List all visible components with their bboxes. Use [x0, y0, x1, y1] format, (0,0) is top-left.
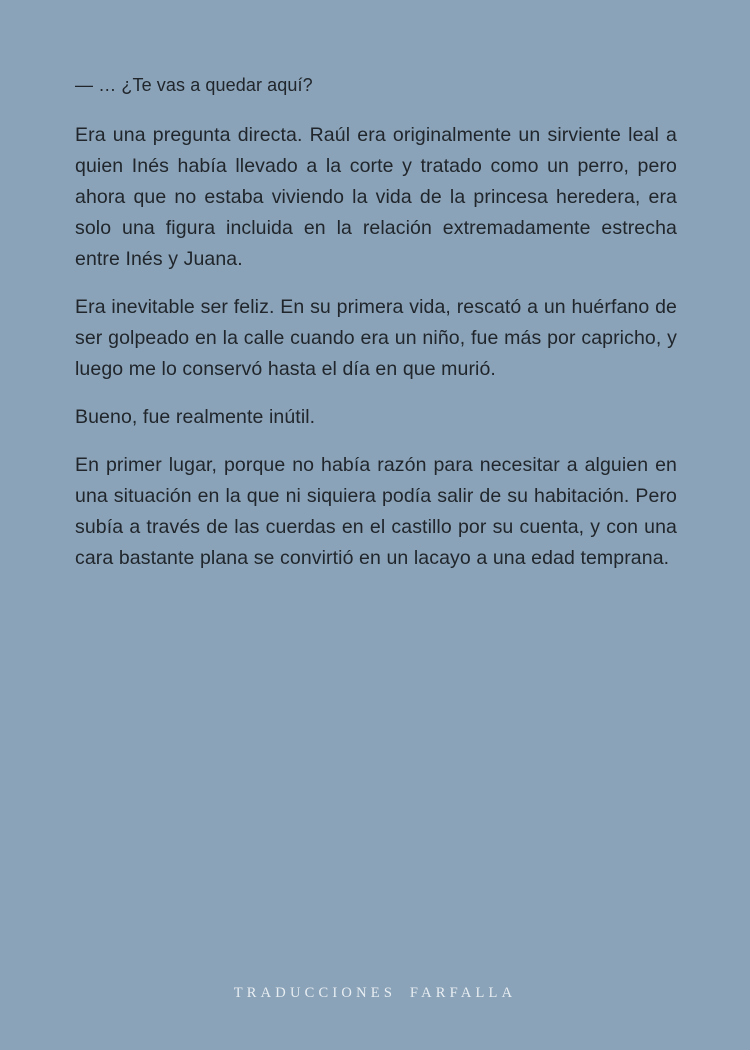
- body-text-block: [75, 70, 677, 574]
- paragraph: — … ¿Te vas a quedar aquí?: [75, 75, 313, 95]
- paragraph: Era una pregunta directa. Raúl era originalmente un sirviente leal a quien Inés había llevado a la corte y tratado como un perro, pero ahora que no estaba viviendo la vida de la princesa heredera, era solo una figura incluida en la relación extremadamente estrecha entre Inés y Juana.: [75, 124, 677, 270]
- paragraph: En primer lugar, porque no había razón para necesitar a alguien en una situación en la que ni siquiera podía salir de su habitación. Pero subía a través de las cuerdas en el castillo por su cuenta, y con una cara bastante plana se convirtió en un lacayo a una edad temprana.: [75, 454, 677, 569]
- translator-credit: TRADUCCIONES FARFALLA: [233, 985, 517, 1001]
- footer: [0, 984, 750, 1002]
- paragraph: Era inevitable ser feliz. En su primera vida, rescató a un huérfano de ser golpeado en la calle cuando era un niño, fue más por capricho, y luego me lo conservó hasta el día en que murió.: [75, 296, 677, 380]
- paragraph: Bueno, fue realmente inútil.: [75, 406, 316, 428]
